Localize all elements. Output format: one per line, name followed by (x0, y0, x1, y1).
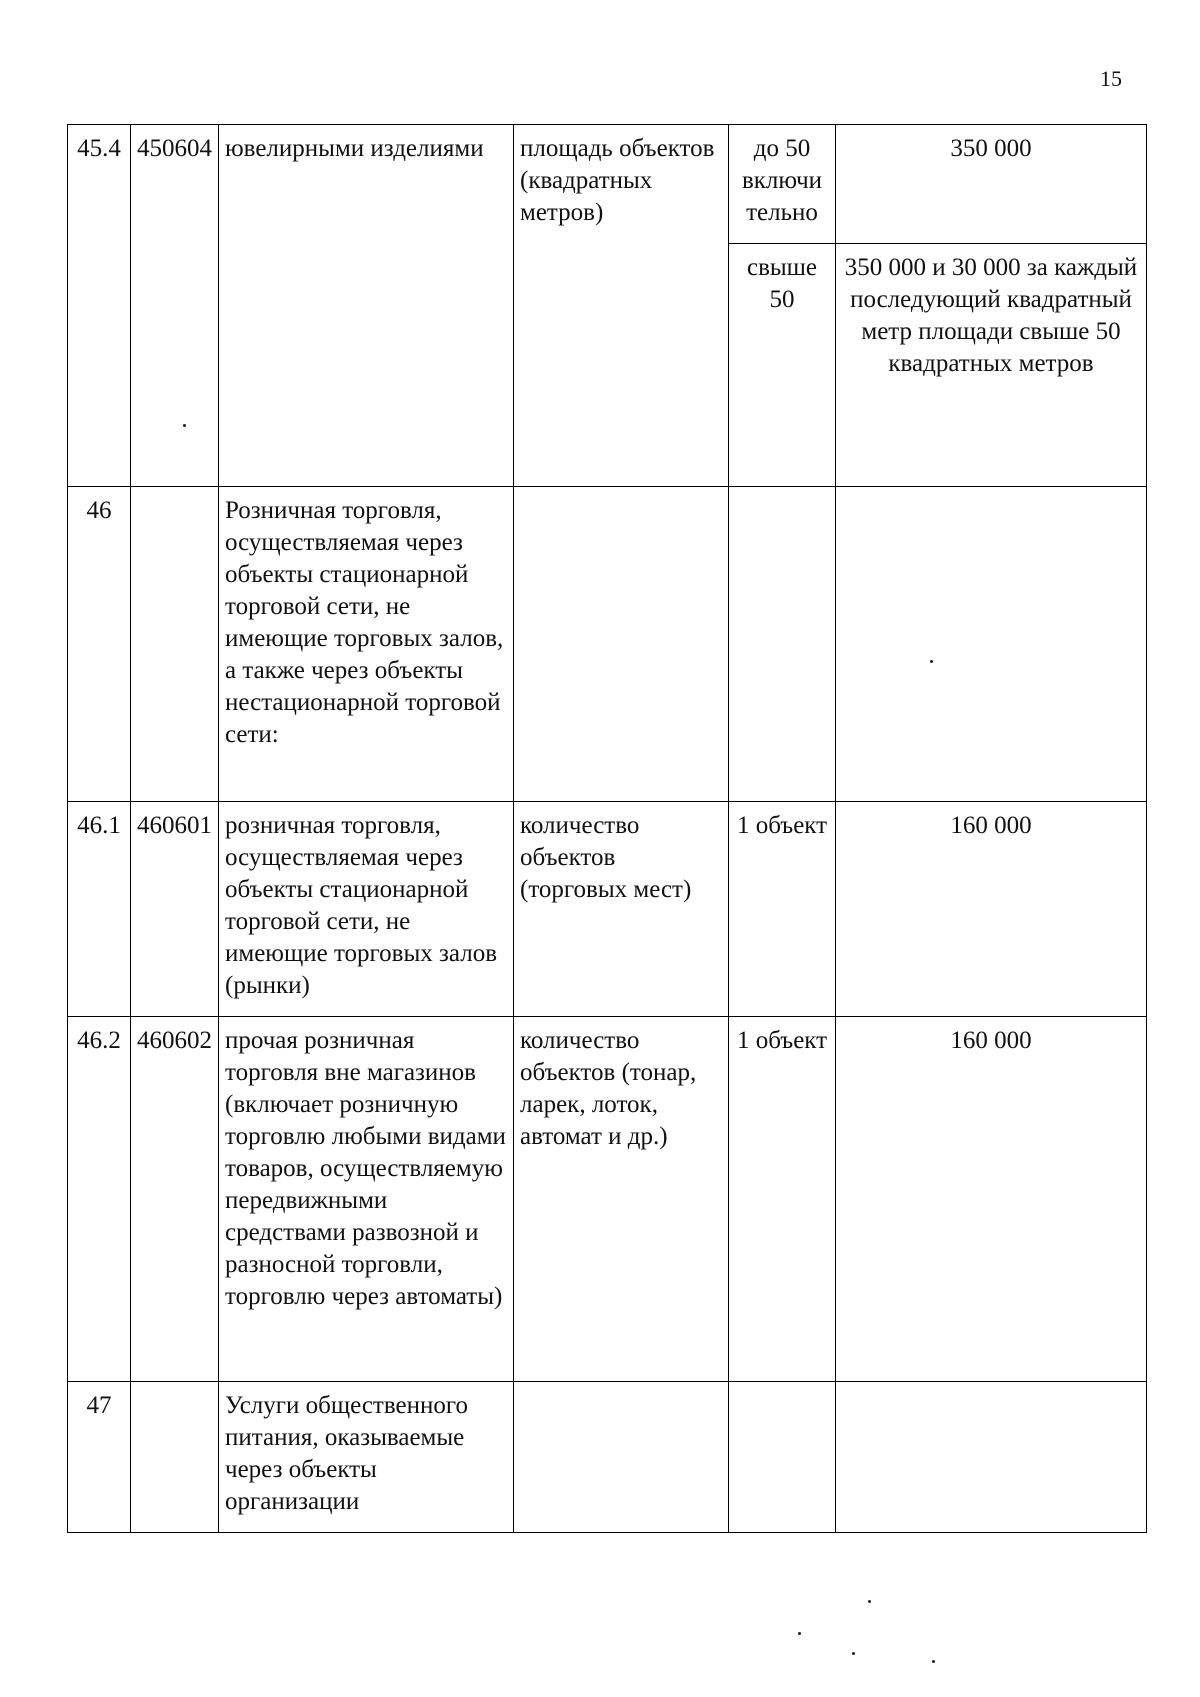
row-rate: 350 000 (836, 125, 1147, 244)
row-code: 460601 (131, 802, 219, 1017)
row-rate: 160 000 (836, 1017, 1147, 1382)
row-activity: Услуги общественного питания, оказываемые через объекты организации (219, 1382, 514, 1533)
row-number: 45.4 (68, 125, 131, 487)
row-unit: свыше 50 (729, 244, 836, 487)
row-rate (836, 487, 1147, 802)
row-indicator (514, 1382, 729, 1533)
row-code (131, 1382, 219, 1533)
row-unit: 1 объект (729, 802, 836, 1017)
scan-speck (798, 1632, 801, 1635)
row-indicator: количество объектов (торговых мест) (514, 802, 729, 1017)
row-code (131, 487, 219, 802)
table-row (68, 802, 1147, 1017)
row-activity: Розничная торговля, осуществляемая через объекты стационарной торговой сети, не имеющие торговых залов, а также через объекты нестационарной торговой сети: (219, 487, 514, 802)
row-rate: 160 000 (836, 802, 1147, 1017)
row-indicator: количество объектов (тонар, ларек, лоток, автомат и др.) (514, 1017, 729, 1382)
row-indicator (514, 487, 729, 802)
row-activity: ювелирными изделиями (219, 125, 514, 487)
row-number: 46 (68, 487, 131, 802)
row-unit: до 50 включи тельно (729, 125, 836, 244)
table-row (68, 125, 1147, 244)
table-row (68, 1382, 1147, 1533)
row-number: 46.1 (68, 802, 131, 1017)
table-row (68, 1017, 1147, 1382)
tariff-table (67, 124, 1147, 1533)
row-activity: розничная торговля, осуществляемая через объекты стационарной торговой сети, не имеющие торговых залов (рынки) (219, 802, 514, 1017)
row-number: 46.2 (68, 1017, 131, 1382)
row-indicator: площадь объектов (квадратных метров) (514, 125, 729, 487)
row-code: 450604 (131, 125, 219, 487)
row-number: 47 (68, 1382, 131, 1533)
row-unit: 1 объект (729, 1017, 836, 1382)
page-number: 15 (1100, 66, 1122, 91)
scan-speck (932, 1660, 935, 1663)
row-rate (836, 1382, 1147, 1533)
row-activity: прочая розничная торговля вне магазинов (включает розничную торговлю любыми видами товаров, осуществляемую передвижными средствами развозной и разносной торговли, торговлю через автоматы) (219, 1017, 514, 1382)
row-unit (729, 1382, 836, 1533)
table-row (68, 487, 1147, 802)
scan-speck (852, 1652, 855, 1655)
row-unit (729, 487, 836, 802)
row-rate: 350 000 и 30 000 за каждый последующий квадратный метр площади свыше 50 квадратных метров (836, 244, 1147, 487)
scan-speck (868, 1600, 871, 1603)
row-code: 460602 (131, 1017, 219, 1382)
scan-speck (183, 424, 186, 427)
scan-speck (930, 660, 933, 663)
